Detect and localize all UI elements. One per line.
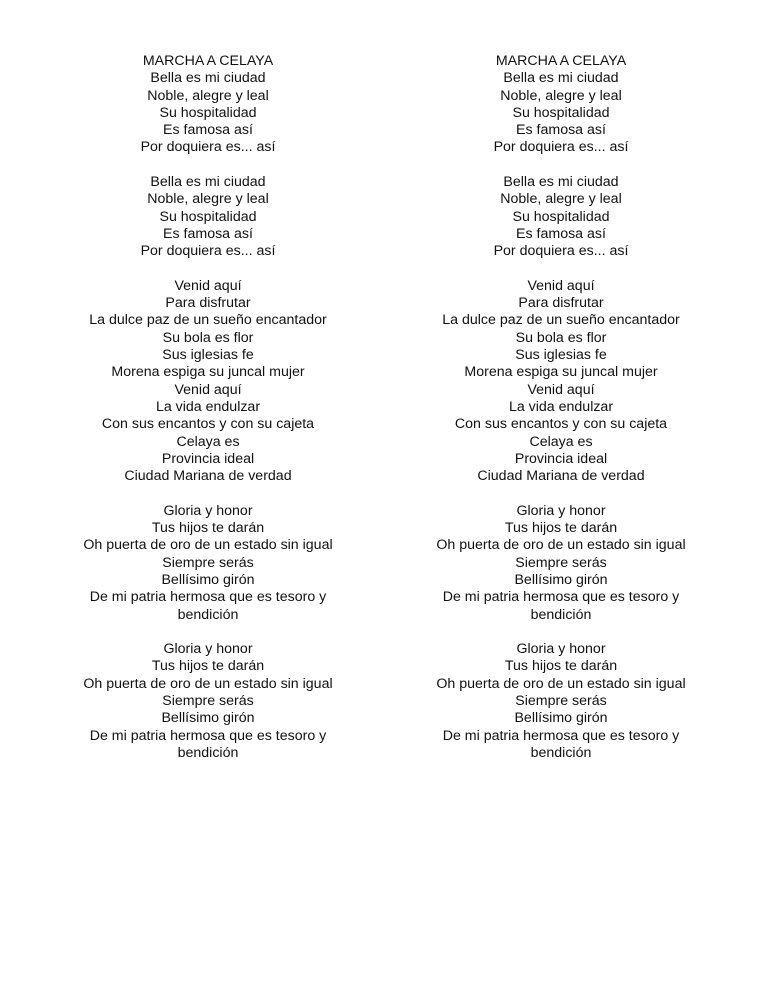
lyric-line: Provincia ideal [514,450,608,467]
song-title: MARCHA A CELAYA [495,53,627,69]
lyric-line: Bellísimo girón [161,571,255,588]
lyric-line: Gloria y honor [516,502,606,519]
stanza-1 [58,53,358,157]
lyric-line: Es famosa así [163,122,253,139]
lyric-line: Tus hijos te darán [504,658,618,675]
lyric-line: bendición [177,744,239,761]
lyric-line: La vida endulzar [155,398,261,415]
lyric-line: Celaya es [529,433,593,450]
lyric-line: Noble, alegre y leal [500,191,622,208]
lyric-line: Por doquiera es... así [140,139,276,156]
lyric-line: La dulce paz de un sueño encantador [89,312,327,329]
stanza-3 [411,278,711,486]
lyric-line: bendición [530,744,592,761]
lyric-line: La vida endulzar [508,398,614,415]
lyric-line: Bella es mi ciudad [150,174,266,191]
lyric-line: De mi patria hermosa que es tesoro y [442,589,680,606]
lyric-line: Venid aquí [527,277,595,294]
lyrics-column-right [411,53,711,779]
lyric-line: Bella es mi ciudad [503,174,619,191]
lyric-line: bendición [530,606,592,623]
lyric-line: Noble, alegre y leal [147,191,269,208]
stanza-2 [58,174,358,260]
lyric-line: Ciudad Mariana de verdad [124,468,292,485]
lyric-line: Oh puerta de oro de un estado sin igual [436,537,686,554]
lyric-line: Gloria y honor [163,502,253,519]
lyric-line: Para disfrutar [518,295,604,312]
lyric-line: Noble, alegre y leal [147,87,269,104]
lyric-line: Es famosa así [163,225,253,242]
lyric-line: Bellísimo girón [514,571,608,588]
lyric-line: Venid aquí [174,277,242,294]
lyric-line: Por doquiera es... así [493,139,629,156]
lyric-line: bendición [177,606,239,623]
lyric-line: Venid aquí [174,381,242,398]
lyric-line: Es famosa así [516,122,606,139]
lyric-line: Por doquiera es... así [493,243,629,260]
song-title: MARCHA A CELAYA [142,53,274,69]
stanza-3 [58,278,358,486]
lyric-line: Morena espiga su juncal mujer [111,364,305,381]
lyric-line: Con sus encantos y con su cajeta [454,416,668,433]
stanza-5 [58,641,358,762]
lyric-line: Tus hijos te darán [504,520,618,537]
lyric-line: De mi patria hermosa que es tesoro y [442,727,680,744]
lyric-line: Para disfrutar [165,295,251,312]
stanza-5 [411,641,711,762]
lyric-line: Celaya es [176,433,240,450]
lyric-line: Tus hijos te darán [151,658,265,675]
lyric-line: Su hospitalidad [159,104,257,121]
lyric-line: Ciudad Mariana de verdad [477,468,645,485]
lyric-line: Su bola es flor [515,329,607,346]
stanza-1 [411,53,711,157]
lyric-line: Noble, alegre y leal [500,87,622,104]
stanza-4 [411,503,711,624]
lyric-line: Gloria y honor [163,641,253,658]
lyric-line: La dulce paz de un sueño encantador [442,312,680,329]
lyric-line: Siempre serás [162,692,254,709]
lyric-line: Bellísimo girón [161,710,255,727]
lyric-line: De mi patria hermosa que es tesoro y [89,589,327,606]
lyric-line: Bella es mi ciudad [150,70,266,87]
lyric-line: Sus iglesias fe [515,347,607,364]
lyric-line: Oh puerta de oro de un estado sin igual [83,675,333,692]
lyric-line: Venid aquí [527,381,595,398]
stanza-2 [411,174,711,260]
lyric-line: Siempre serás [515,692,607,709]
stanza-4 [58,503,358,624]
lyric-line: Sus iglesias fe [162,347,254,364]
lyric-line: Su hospitalidad [512,208,610,225]
lyric-line: Su hospitalidad [159,208,257,225]
lyric-line: Bellísimo girón [514,710,608,727]
lyric-line: Bella es mi ciudad [503,70,619,87]
lyric-line: Siempre serás [515,554,607,571]
lyric-line: Gloria y honor [516,641,606,658]
lyric-line: Con sus encantos y con su cajeta [101,416,315,433]
lyric-line: Por doquiera es... así [140,243,276,260]
lyric-line: Es famosa así [516,225,606,242]
lyric-line: Provincia ideal [161,450,255,467]
lyric-line: Oh puerta de oro de un estado sin igual [436,675,686,692]
lyric-line: Morena espiga su juncal mujer [464,364,658,381]
lyrics-column-left [58,53,358,779]
lyric-line: De mi patria hermosa que es tesoro y [89,727,327,744]
lyric-line: Siempre serás [162,554,254,571]
lyric-line: Tus hijos te darán [151,520,265,537]
lyric-line: Su hospitalidad [512,104,610,121]
lyric-line: Oh puerta de oro de un estado sin igual [83,537,333,554]
lyric-line: Su bola es flor [162,329,254,346]
